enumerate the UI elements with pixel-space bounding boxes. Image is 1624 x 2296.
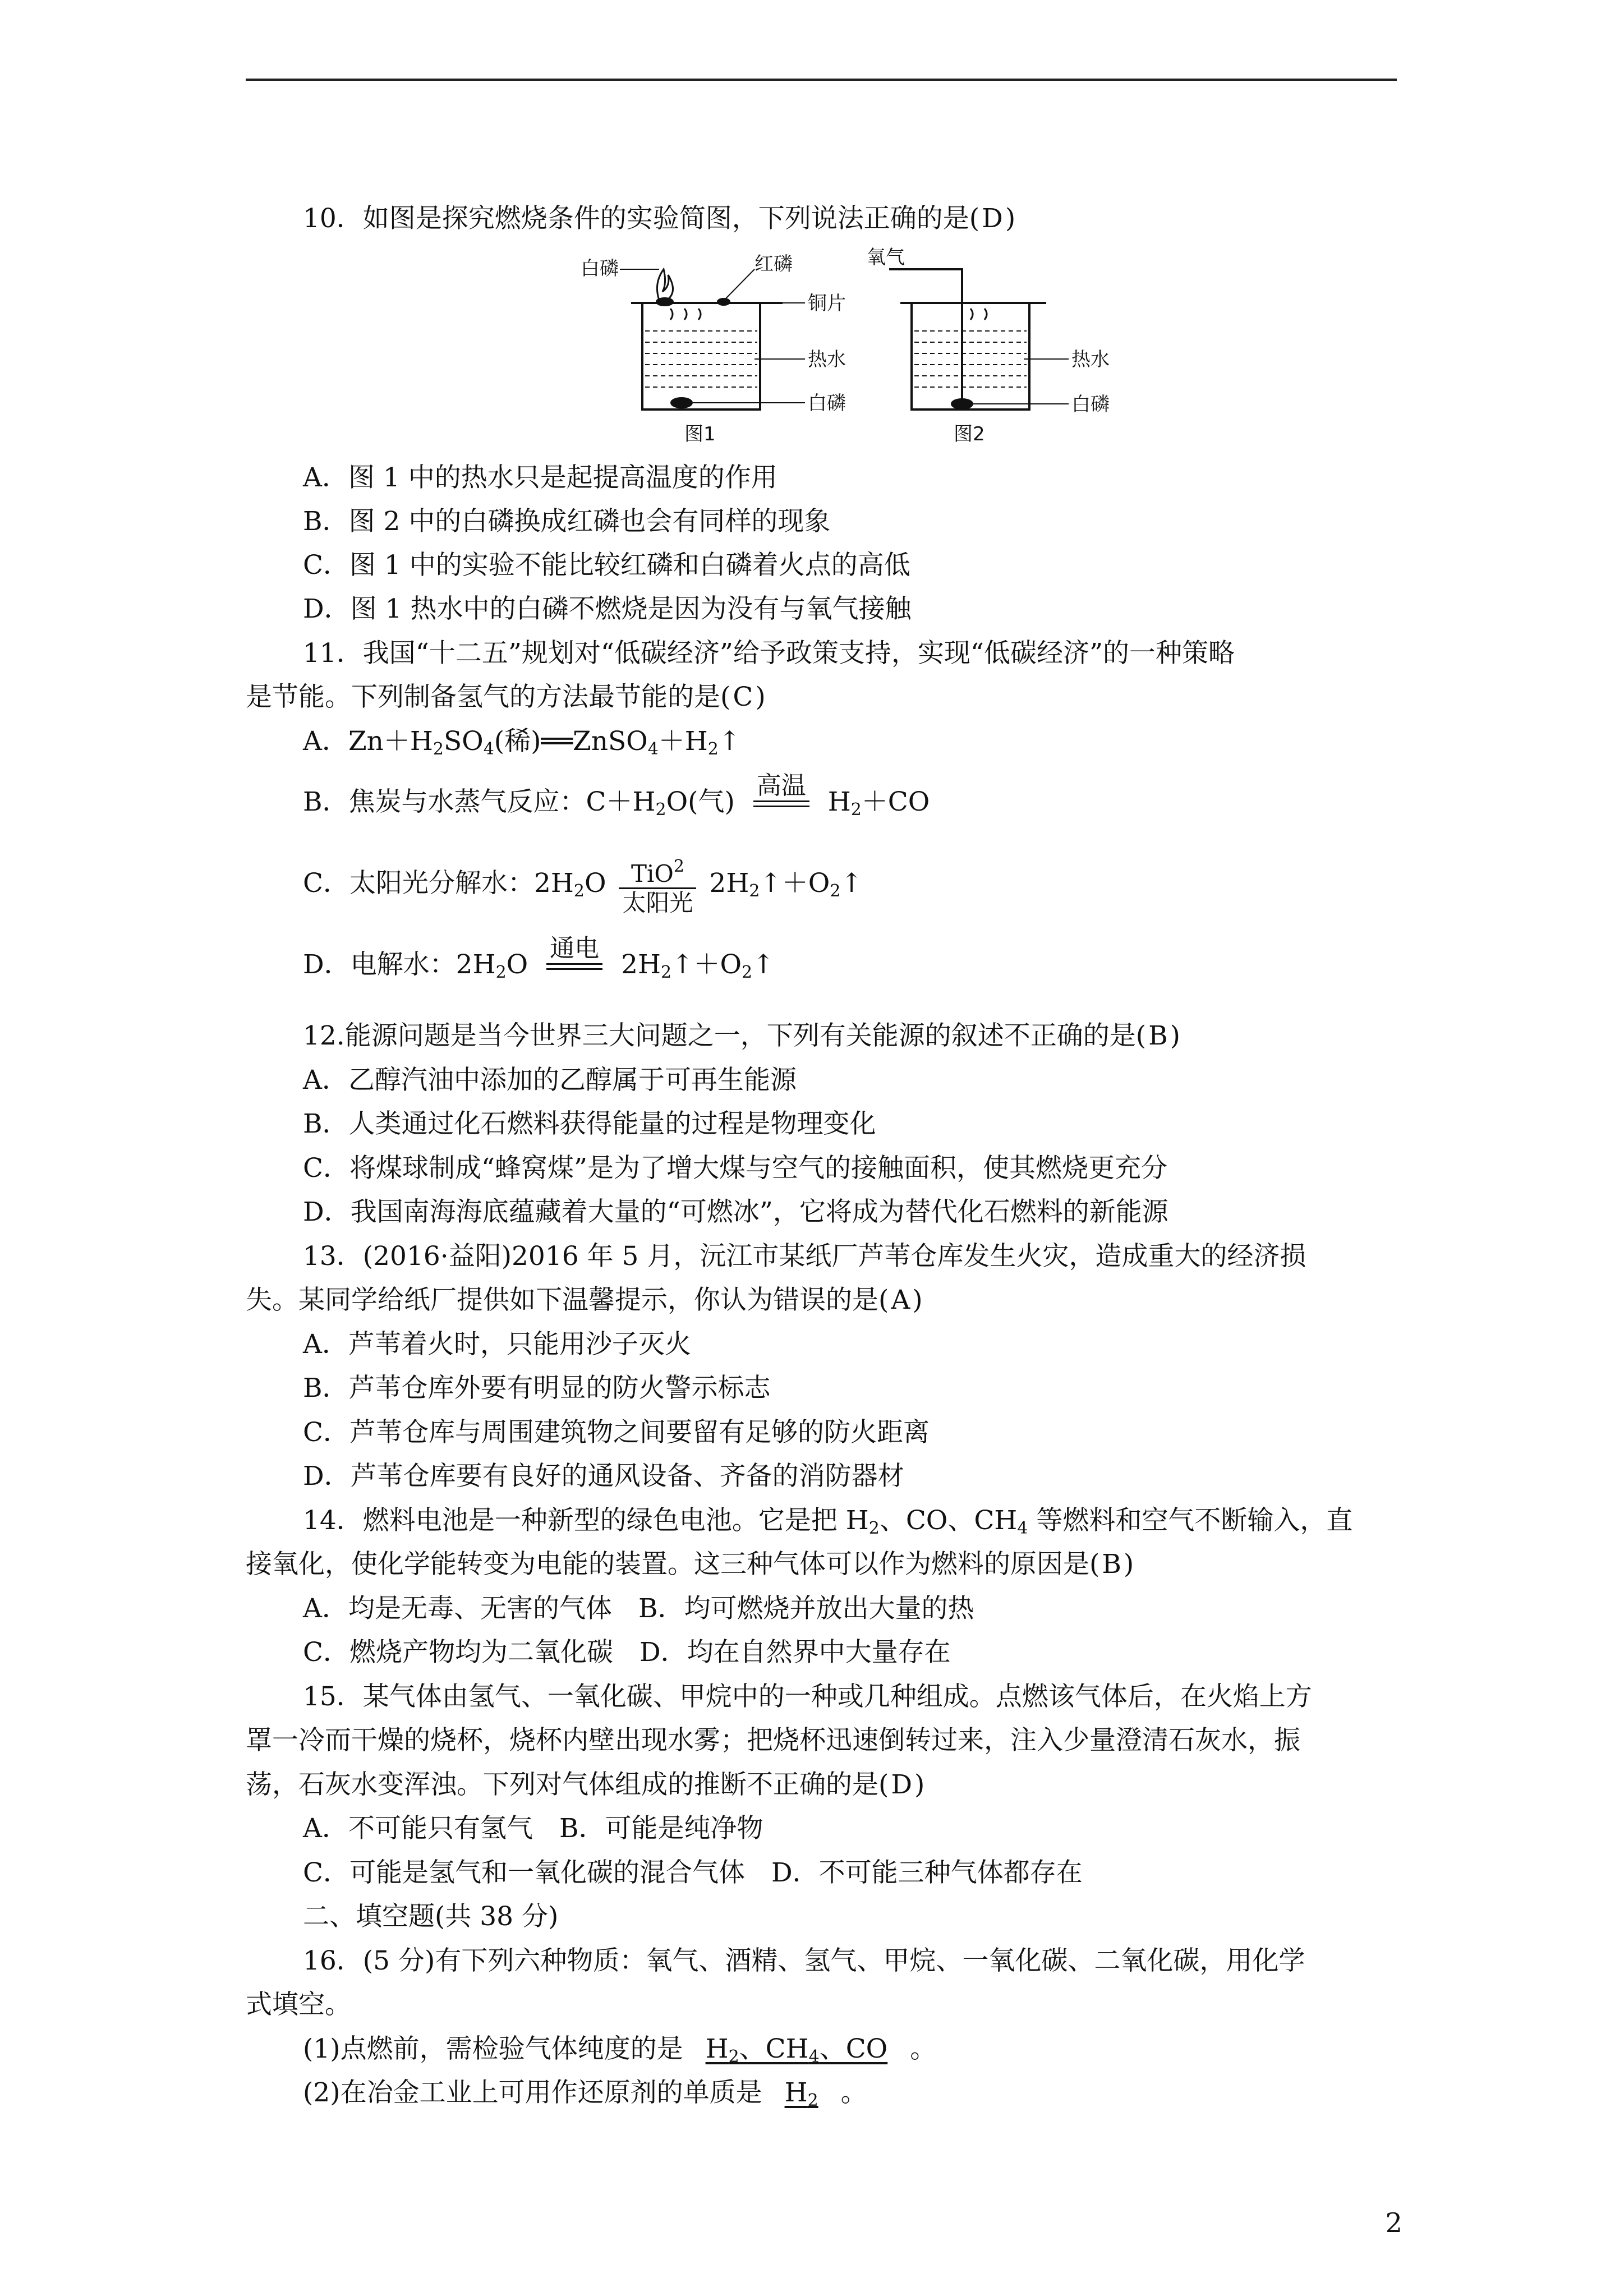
q13-option-b: B．芦苇仓库外要有明显的防火警示标志 [303,1373,771,1404]
q11-optb-condition: 高温 [753,771,809,836]
fig1-steam [670,309,701,320]
q16-sub2-answer: $H_2$ [784,2077,818,2110]
q13-stem-line2: 失。某同学给纸厂提供如下温馨提示，你认为错误的是(A) [246,1285,923,1315]
q13-option-c: C．芦苇仓库与周围建筑物之间要留有足够的防火距离 [303,1417,930,1448]
q15-stem-line2: 罩一冷而干燥的烧杯，烧杯内壁出现水雾；把烧杯迅速倒转过来，注入少量澄清石灰水，振 [246,1725,1300,1756]
fig1-label-hot-water: 热水 [808,348,846,371]
section-2-heading: 二、填空题(共 38 分) [303,1901,559,1932]
q11-stem-line1: 11．我国“十二五”规划对“低碳经济”给予政策支持，实现“低碳经济”的一种策略 [303,638,1235,669]
fig1-caption: 图1 [684,423,716,445]
q15-stem-line1: 15．某气体由氢气、一氧化碳、甲烷中的一种或几种组成。点燃该气体后，在火焰上方 [303,1681,1312,1712]
fig1-white-phosphorus-top [657,298,673,305]
q10-option-d: D．图 1 热水中的白磷不燃烧是因为没有与氧气接触 [303,593,912,624]
q11-answer: C [733,682,753,712]
fig2-white-phosphorus [952,399,972,408]
q12-answer: B [1148,1020,1168,1051]
q16-sub1: (1)点燃前，需检验气体纯度的是 $H_2$、$CH_4$、CO 。 [303,2033,937,2067]
q10-answer: D [982,203,1003,234]
q15-answer: D [891,1769,913,1800]
q16-sub1-answer: $H_2$、$CH_4$、CO [705,2033,888,2067]
q11-option-a: A．$Zn+H_2SO_4$(稀)$══ZnSO_4+H_2↑$ [303,726,741,759]
q11-option-c: C．太阳光分解水：$2H_2O$ $\frac{TiO^2}{\text{太阳光}}$ $2H_2↑+O_2↑$ [303,853,863,922]
q11-optd-condition: 通电 [546,934,602,999]
fig2-oxygen-tube [889,269,962,401]
fig2-label-hot-water: 热水 [1071,348,1110,371]
fig1-beaker [642,303,760,409]
q14-options-row2: C．燃烧产物均为二氧化碳 D．均在自然界中大量存在 [303,1637,951,1668]
q14-answer: B [1102,1549,1121,1580]
q11-option-b: B．焦炭与水蒸气反应：$C+H_2O$(气) 高温 $H_2+CO$ [303,771,930,841]
q12-option-b: B．人类通过化石燃料获得能量的过程是物理变化 [303,1108,876,1139]
fig1-flame [657,269,673,300]
q11-stem-line2: 是节能。下列制备氢气的方法最节能的是(C) [246,682,766,712]
q13-answer: A [891,1285,910,1315]
fig1-label-white-p-top: 白磷 [581,257,619,280]
fig2-label-white-p: 白磷 [1071,393,1110,416]
fig1-label-red-p: 红磷 [755,253,793,275]
q10-option-c: C．图 1 中的实验不能比较红磷和白磷着火点的高低 [303,550,910,581]
q11-optc-condition: $\frac{TiO^2}{\text{太阳光}}$ [619,853,696,917]
q15-stem-line3: 荡，石灰水变浑浊。下列对气体组成的推断不正确的是(D) [246,1769,925,1800]
q10-option-a: A．图 1 中的热水只是起提高温度的作用 [303,462,778,493]
q12-option-d: D．我国南海海底蕴藏着大量的“可燃冰”，它将成为替代化石燃料的新能源 [303,1197,1168,1227]
q14-stem-line2: 接氧化，使化学能转变为电能的装置。这三种气体可以作为燃料的原因是(B) [246,1549,1134,1580]
fig2-caption: 图2 [954,423,985,445]
page-number: 2 [1385,2207,1402,2239]
q16-sub2: (2)在冶金工业上可用作还原剂的单质是 $H_2$ 。 [303,2077,867,2110]
fig1-water-lines [645,331,757,387]
fig1-label-white-p-bottom: 白磷 [808,392,846,415]
q12-option-a: A．乙醇汽油中添加的乙醇属于可再生能源 [303,1065,797,1096]
q13-option-a: A．芦苇着火时，只能用沙子灭火 [303,1329,691,1360]
q16-stem-line1: 16．(5 分)有下列六种物质：氧气、酒精、氢气、甲烷、一氧化碳、二氧化碳，用化学 [303,1945,1305,1976]
combustion-experiment-figure [575,247,1114,449]
q13-stem-line1: 13．(2016·益阳)2016 年 5 月，沅江市某纸厂芦苇仓库发生火灾，造成重大的经济损 [303,1241,1306,1272]
fig2-label-oxygen: 氧气 [867,247,905,269]
q16-stem-line2: 式填空。 [246,1989,351,2020]
header-rule [246,79,1397,81]
q10-option-b: B．图 2 中的白磷换成红磷也会有同样的现象 [303,506,831,537]
fig1-label-copper: 铜片 [808,292,846,315]
q15-options-row1: A．不可能只有氢气 B．可能是纯净物 [303,1813,763,1844]
q13-option-d: D．芦苇仓库要有良好的通风设备、齐备的消防器材 [303,1461,904,1492]
fig1-white-phosphorus-bottom [671,398,692,407]
q11-option-d: D．电解水：$2H_2O$ 通电 $2H_2↑+O_2↑$ [303,934,775,1004]
q15-options-row2: C．可能是氢气和一氧化碳的混合气体 D．不可能三种气体都存在 [303,1857,1083,1888]
q12-option-c: C．将煤球制成“蜂窝煤”是为了增大煤与空气的接触面积，使其燃烧更充分 [303,1153,1168,1184]
q14-stem-line1: 14．燃料电池是一种新型的绿色电池。它是把 $H_2$、CO、$CH_4$ 等燃料和空气不断输入，直 [303,1505,1353,1538]
q12-stem: 12.能源问题是当今世界三大问题之一，下列有关能源的叙述不正确的是(B) [303,1020,1180,1051]
q14-options-row1: A．均是无毒、无害的气体 B．均可燃烧并放出大量的热 [303,1593,974,1624]
q10-stem: 10．如图是探究燃烧条件的实验简图，下列说法正确的是(D) [303,203,1016,234]
fig1-red-phosphorus [718,299,729,305]
